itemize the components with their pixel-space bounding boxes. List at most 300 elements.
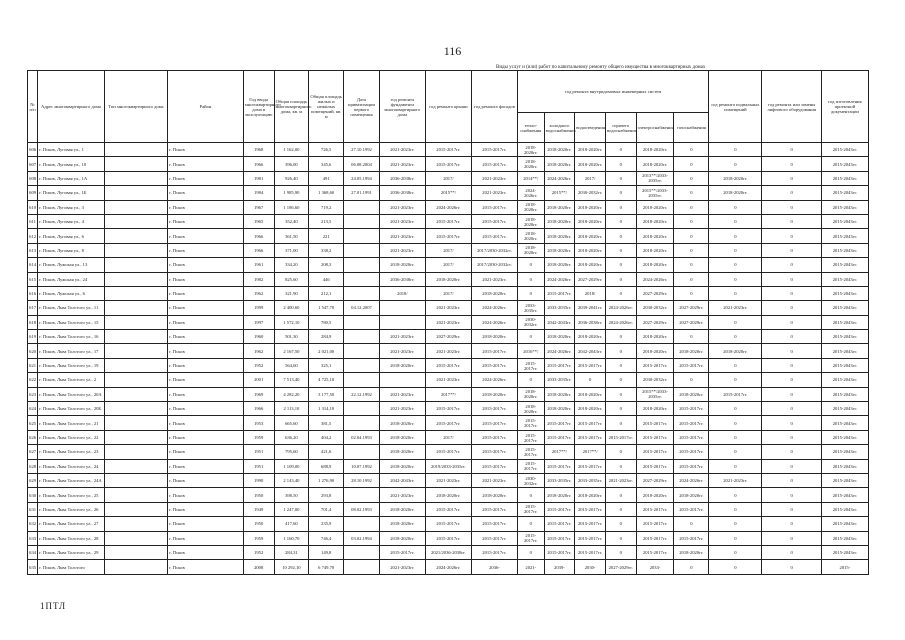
table-cell: 2015-2017гг.: [674, 402, 709, 416]
table-cell: 2018-2020гг.: [517, 214, 544, 228]
table-cell: 2024-2026гг.: [471, 373, 517, 387]
table-cell: 0: [762, 459, 821, 473]
table-cell: 221: [309, 229, 344, 243]
table-cell: 1966: [243, 402, 274, 416]
col-cold-water-header: холодного водоснабжения: [544, 113, 575, 143]
table-cell: 2014**/: [517, 171, 544, 185]
table-cell: 2021-2023гг.: [379, 143, 425, 157]
table-cell: 27.01.1991: [344, 186, 380, 200]
col-living-area-header: Общая площадь жилых и нежилых помещений, кв. м: [309, 71, 344, 143]
table-cell: 325,1: [309, 358, 344, 372]
capital-repair-table-wrap: [27, 70, 869, 575]
table-cell: [104, 330, 167, 344]
table-cell: 2018-2020гг.: [517, 229, 544, 243]
table-cell: 2015-2017гг.: [544, 416, 575, 430]
table-cell: 2015-2017гг.: [471, 358, 517, 372]
table-cell: г. Псков, Льва Толстого ул., 11: [38, 301, 104, 315]
table-cell: 0: [762, 402, 821, 416]
col-gas-header: газоснабжения: [674, 113, 709, 143]
table-cell: 0: [517, 545, 544, 559]
table-cell: 0: [762, 430, 821, 444]
table-cell: 2015-2017гг.: [575, 531, 606, 545]
table-cell: 2024-2026гг.: [425, 560, 471, 574]
table-cell: 334,20: [274, 258, 309, 272]
table-cell: г. Псков: [168, 373, 244, 387]
table-cell: 0: [517, 258, 544, 272]
table-cell: [104, 488, 167, 502]
table-cell: 1965: [243, 214, 274, 228]
table-cell: 2015-2043гг.: [821, 473, 868, 487]
table-cell: 1 160,70: [274, 531, 309, 545]
table-cell: [104, 243, 167, 257]
table-cell: г. Псков, Льва Толстого ул., 26: [38, 502, 104, 516]
table-cell: 27.10.1992: [344, 143, 380, 157]
table-cell: г. Псков: [168, 358, 244, 372]
table-cell: 2021-2023гг.: [425, 315, 471, 329]
table-cell: 619: [28, 330, 38, 344]
table-cell: 2017/2030-2032гг.: [471, 243, 517, 257]
table-cell: 2015-2017гг.: [709, 387, 762, 401]
table-cell: 2015-2043гг.: [821, 258, 868, 272]
table-cell: 2030-2032гг.: [517, 473, 544, 487]
table-cell: 2015-2043гг.: [821, 315, 868, 329]
table-row: [28, 315, 869, 329]
table-cell: г. Псков, Льва Толстого ул., 2: [38, 373, 104, 387]
table-cell: г. Псков: [168, 445, 244, 459]
table-cell: 1 314,10: [309, 402, 344, 416]
table-cell: 2027-2029гг.: [605, 560, 636, 574]
table-row: [28, 358, 869, 372]
col-roof-header: год ремонта крыши: [425, 71, 471, 143]
table-cell: 2015-2017гг.: [544, 286, 575, 300]
table-cell: 2015-2043гг.: [821, 157, 868, 171]
table-row: [28, 387, 869, 401]
table-cell: 28.10.1992: [344, 473, 380, 487]
table-cell: 2018-2020гг.: [575, 200, 606, 214]
table-cell: 2015-2017гг.: [425, 157, 471, 171]
table-cell: 1951: [243, 445, 274, 459]
table-cell: 606: [28, 143, 38, 157]
table-cell: 2021-: [517, 560, 544, 574]
table-cell: 0: [762, 171, 821, 185]
table-cell: 2013**/2033-2035гг.: [636, 171, 674, 185]
table-cell: 2015-2017гг.: [636, 358, 674, 372]
table-cell: 0: [605, 186, 636, 200]
table-cell: [344, 517, 380, 531]
table-cell: 1 162,00: [274, 143, 309, 157]
table-cell: 2018-2020гг.: [379, 502, 425, 516]
table-cell: г. Псков: [168, 258, 244, 272]
table-cell: 0: [762, 272, 821, 286]
table-cell: 635: [28, 560, 38, 574]
table-cell: [344, 416, 380, 430]
table-cell: 2017**/: [544, 445, 575, 459]
table-cell: 446: [309, 272, 344, 286]
table-cell: 2015-2043гг.: [821, 344, 868, 358]
table-cell: 1966: [243, 157, 274, 171]
table-cell: 0: [605, 387, 636, 401]
table-cell: 2015-2017гг.: [517, 430, 544, 444]
table-cell: 284,9: [309, 330, 344, 344]
table-cell: 616: [28, 286, 38, 300]
table-cell: [104, 373, 167, 387]
table-cell: г. Псков: [168, 214, 244, 228]
table-body: [28, 143, 869, 575]
table-cell: 0: [605, 416, 636, 430]
table-cell: 2021/2036-2038гг.: [425, 545, 471, 559]
table-cell: 2033-2035гг.: [544, 373, 575, 387]
table-cell: 2015-2043гг.: [821, 402, 868, 416]
table-cell: г. Псков, Луговая ул., 1: [38, 143, 104, 157]
table-cell: 2015-2017гг.: [471, 416, 517, 430]
table-cell: [104, 171, 167, 185]
col-psd-header: год изготовления проектной документации: [821, 71, 868, 143]
table-cell: 2015-2017гг.: [425, 416, 471, 430]
table-cell: 212,1: [309, 286, 344, 300]
table-cell: 2015-2017гг.: [517, 416, 544, 430]
table-cell: [379, 373, 425, 387]
table-cell: 2018-2020гг.: [379, 258, 425, 272]
table-cell: 2018/: [575, 286, 606, 300]
table-cell: 620: [28, 344, 38, 358]
table-cell: 1 572,10: [274, 315, 309, 329]
table-cell: 2015-2017гг.: [544, 459, 575, 473]
table-cell: г. Псков, Льва Толстого ул., 19: [38, 358, 104, 372]
table-cell: [344, 373, 380, 387]
table-cell: [344, 272, 380, 286]
table-cell: 2018-2020гг.: [544, 214, 575, 228]
table-cell: 0: [605, 402, 636, 416]
table-cell: 2015-2017гг.: [636, 459, 674, 473]
table-cell: 2015-2017гг.: [471, 502, 517, 516]
table-cell: 2027-2029гг.: [636, 473, 674, 487]
table-cell: [104, 531, 167, 545]
table-cell: 0: [762, 416, 821, 430]
table-row: [28, 373, 869, 387]
table-cell: 6 749,70: [309, 560, 344, 574]
capital-repair-table: [27, 70, 869, 575]
table-cell: 0: [605, 229, 636, 243]
table-cell: [379, 301, 425, 315]
table-cell: г. Псков: [168, 545, 244, 559]
table-cell: [344, 258, 380, 272]
table-cell: 0: [762, 186, 821, 200]
table-cell: 2018-2020гг.: [575, 243, 606, 257]
table-cell: 564,60: [274, 358, 309, 372]
table-cell: 2030-: [575, 560, 606, 574]
table-cell: 1962: [243, 286, 274, 300]
table-cell: 2018-2020гг.: [517, 402, 544, 416]
table-cell: 2018-2020гг.: [517, 243, 544, 257]
table-cell: 631: [28, 502, 38, 516]
table-cell: 4 282,20: [274, 387, 309, 401]
table-cell: 0: [605, 243, 636, 257]
table-cell: 2018-2020гг.: [471, 387, 517, 401]
table-cell: 2015-2043гг.: [821, 488, 868, 502]
table-cell: 2015-2017гг.: [425, 445, 471, 459]
table-cell: 0: [674, 272, 709, 286]
col-heat-header: тепло-снабжения: [517, 113, 544, 143]
table-cell: 0: [605, 330, 636, 344]
table-cell: 615: [28, 272, 38, 286]
table-cell: 0: [709, 315, 762, 329]
table-cell: 2015-2043гг.: [821, 243, 868, 257]
col-year-header: Год ввода многоквартирного дома в эксплуатацию: [243, 71, 274, 143]
table-cell: 2015-2017гг.: [471, 157, 517, 171]
table-cell: 2021-2023гг.: [425, 473, 471, 487]
table-cell: 2015-2043гг.: [821, 502, 868, 516]
table-cell: 1952: [243, 358, 274, 372]
table-row: [28, 258, 869, 272]
table-cell: 726,5: [309, 143, 344, 157]
table-cell: 2015-2017гг.: [544, 502, 575, 516]
table-cell: 2016**/: [517, 344, 544, 358]
table-cell: 2017/2030-2032гг.: [471, 258, 517, 272]
table-row: [28, 473, 869, 487]
table-cell: 2015-2017гг.: [575, 358, 606, 372]
table-cell: 0: [605, 517, 636, 531]
table-cell: 1962: [243, 344, 274, 358]
table-cell: 2015-2043гг.: [821, 200, 868, 214]
table-cell: г. Псков, Льва Толстого ул., 22: [38, 430, 104, 444]
table-cell: 0: [762, 517, 821, 531]
table-cell: [104, 301, 167, 315]
table-row: [28, 402, 869, 416]
table-cell: 626: [28, 430, 38, 444]
table-cell: 381,5: [309, 416, 344, 430]
table-row: [28, 330, 869, 344]
table-cell: 825,60: [274, 272, 309, 286]
table-cell: 2021-2023гг.: [379, 243, 425, 257]
table-cell: 2018-2020гг.: [471, 286, 517, 300]
table-cell: г. Псков: [168, 416, 244, 430]
table-cell: 1990: [243, 473, 274, 487]
table-cell: 2036-2038гг.: [379, 171, 425, 185]
footer-mark: 1ПТЛ: [40, 601, 67, 611]
table-cell: 2015-2043гг.: [821, 373, 868, 387]
table-cell: 0: [605, 488, 636, 502]
table-cell: 2015-2017гг.: [425, 358, 471, 372]
table-row: [28, 560, 869, 574]
table-cell: г. Псков, Льва Толстого ул., 23: [38, 445, 104, 459]
table-cell: 2021-2023гг.: [425, 344, 471, 358]
table-cell: 614: [28, 258, 38, 272]
table-cell: 926,40: [274, 171, 309, 185]
table-cell: г. Псков: [168, 171, 244, 185]
table-cell: 2024-2026гг.: [471, 301, 517, 315]
table-row: [28, 157, 869, 171]
table-cell: 2027-2029гг.: [425, 330, 471, 344]
table-cell: 2018-2020гг.: [636, 229, 674, 243]
table-cell: [104, 502, 167, 516]
table-cell: 611: [28, 214, 38, 228]
table-cell: 2015-2017гг.: [471, 143, 517, 157]
table-cell: 2018-2020гг.: [674, 344, 709, 358]
table-cell: 2018-2020гг.: [379, 459, 425, 473]
table-cell: 1969: [243, 387, 274, 401]
table-cell: 2024-2026гг.: [636, 272, 674, 286]
table-cell: 2015-2017гг.: [517, 445, 544, 459]
table-cell: 2018-2020гг.: [544, 402, 575, 416]
table-row: [28, 171, 869, 185]
table-cell: [104, 445, 167, 459]
col-foundation-header: год ремонта фундамента многоквартирного дома: [379, 71, 425, 143]
col-engineering-header: год ремонта внутридомовых инженерных систем: [517, 71, 708, 113]
table-cell: г. Псков: [168, 315, 244, 329]
table-cell: 2015-2017гг.: [544, 358, 575, 372]
table-cell: 2015-2017гг.: [544, 517, 575, 531]
table-cell: 2024-2026гг.: [605, 301, 636, 315]
table-cell: 630: [28, 488, 38, 502]
table-cell: 2018-2020гг.: [709, 186, 762, 200]
table-cell: [104, 272, 167, 286]
table-cell: 0: [709, 258, 762, 272]
table-cell: 2042-2043гг.: [575, 344, 606, 358]
table-cell: 2024-2026гг.: [544, 272, 575, 286]
table-cell: 2021-2023гг.: [379, 488, 425, 502]
table-cell: [379, 315, 425, 329]
table-row: [28, 286, 869, 300]
table-cell: 2015-2017гг.: [425, 143, 471, 157]
table-cell: 0: [605, 445, 636, 459]
table-cell: 2015-2017гг.: [575, 430, 606, 444]
table-cell: 1966: [243, 243, 274, 257]
table-cell: 2015-2043гг.: [821, 445, 868, 459]
table-cell: 2021-2023гг.: [471, 171, 517, 185]
table-cell: [104, 214, 167, 228]
table-cell: 2017/: [425, 243, 471, 257]
table-cell: 2021-2023гг.: [425, 301, 471, 315]
col-hot-water-header: горячего водоснабжения: [605, 113, 636, 143]
table-cell: 2033-: [636, 560, 674, 574]
table-cell: 688,9: [309, 459, 344, 473]
table-cell: 0: [709, 286, 762, 300]
table-cell: 0: [709, 373, 762, 387]
table-cell: 2021-2023гг.: [379, 387, 425, 401]
table-cell: 2039-: [544, 560, 575, 574]
table-cell: 2015-2017гг.: [575, 416, 606, 430]
table-cell: 2018-2020гг.: [379, 531, 425, 545]
table-cell: 1 247,00: [274, 502, 309, 516]
table-cell: 0: [762, 473, 821, 487]
table-cell: 622: [28, 373, 38, 387]
table-cell: 2015-2017гг.: [636, 545, 674, 559]
table-row: [28, 272, 869, 286]
table-cell: 2015-2043гг.: [821, 214, 868, 228]
table-cell: 0: [605, 358, 636, 372]
table-cell: 2027-2029гг.: [674, 315, 709, 329]
table-cell: г. Псков, Луговая ул., 1Б: [38, 186, 104, 200]
table-cell: 10 292,10: [274, 560, 309, 574]
table-cell: 2015-2043гг.: [821, 387, 868, 401]
table-cell: 0: [762, 560, 821, 574]
table-cell: 1966: [243, 229, 274, 243]
table-cell: 0: [762, 301, 821, 315]
table-cell: 2018-2020гг.: [636, 200, 674, 214]
table-cell: 1952: [243, 545, 274, 559]
table-cell: г. Псков, Луговая ул., 6: [38, 229, 104, 243]
table-cell: 2015-2043гг.: [821, 459, 868, 473]
table-cell: 2018-2020гг.: [379, 358, 425, 372]
table-cell: 2033-2035гг.: [517, 301, 544, 315]
table-cell: 213,5: [309, 214, 344, 228]
table-cell: 2024-2026гг.: [517, 186, 544, 200]
table-cell: 0: [674, 243, 709, 257]
table-cell: 0: [762, 545, 821, 559]
table-cell: 2018-2020гг.: [575, 229, 606, 243]
table-cell: 2021-2023гг.: [379, 214, 425, 228]
table-cell: [344, 545, 380, 559]
table-cell: г. Псков, Льва Толстого ул., 24: [38, 459, 104, 473]
table-cell: 1982: [243, 272, 274, 286]
table-cell: 0: [762, 286, 821, 300]
table-cell: 610: [28, 200, 38, 214]
table-cell: 1959: [243, 531, 274, 545]
table-cell: [104, 402, 167, 416]
table-cell: 2017/: [425, 258, 471, 272]
table-cell: 2036-2038гг.: [575, 315, 606, 329]
table-cell: г. Псков, Льва Толстого ул., 29: [38, 545, 104, 559]
table-cell: 2015-2017гг.: [471, 531, 517, 545]
table-cell: 0: [605, 502, 636, 516]
table-cell: 1951: [243, 459, 274, 473]
table-cell: [104, 473, 167, 487]
table-cell: [104, 459, 167, 473]
table-cell: 2015-2017гг.: [471, 545, 517, 559]
table-cell: 0: [709, 243, 762, 257]
table-cell: 2015**/: [425, 186, 471, 200]
table-cell: 2033-2035гг.: [544, 473, 575, 487]
table-cell: 2018/: [379, 286, 425, 300]
table-cell: 0: [605, 459, 636, 473]
table-cell: 2021-2023гг.: [379, 402, 425, 416]
table-cell: 2015-2017гг.: [425, 402, 471, 416]
table-cell: 1949: [243, 502, 274, 516]
table-cell: 1 276,90: [309, 473, 344, 487]
table-cell: 0: [674, 330, 709, 344]
table-cell: г. Псков: [168, 229, 244, 243]
table-cell: 0: [762, 531, 821, 545]
table-cell: 2015-2017гг.: [674, 459, 709, 473]
table-cell: 2015-2017гг.: [471, 517, 517, 531]
table-cell: 2018-2020гг.: [575, 157, 606, 171]
table-cell: 2021-2023гг.: [709, 473, 762, 487]
table-cell: г. Псков, Луговая ул., 8: [38, 243, 104, 257]
table-cell: 2024-2026гг.: [471, 315, 517, 329]
table-cell: 4 725,10: [309, 373, 344, 387]
table-cell: г. Псков: [168, 473, 244, 487]
table-cell: 2015-2017гг.: [636, 531, 674, 545]
table-cell: 1999: [243, 301, 274, 315]
table-cell: 2027-2029гг.: [575, 272, 606, 286]
table-cell: 2018-2020гг.: [379, 430, 425, 444]
table-cell: 2018-2020гг.: [471, 330, 517, 344]
table-cell: 0: [605, 272, 636, 286]
table-cell: 0: [517, 330, 544, 344]
table-cell: [344, 358, 380, 372]
table-cell: 2030-2032гг.: [575, 186, 606, 200]
table-cell: 2018-2020гг.: [636, 344, 674, 358]
table-cell: 02.04.1993: [344, 430, 380, 444]
table-cell: 0: [517, 373, 544, 387]
table-cell: 2015-2043гг.: [821, 330, 868, 344]
table-cell: 2021-2023гг.: [379, 200, 425, 214]
table-cell: 2015-2017гг.: [471, 214, 517, 228]
table-cell: 0: [674, 258, 709, 272]
table-cell: 2015-2017гг.: [636, 517, 674, 531]
table-cell: 1981: [243, 171, 274, 185]
table-cell: 2018-2020гг.: [636, 488, 674, 502]
